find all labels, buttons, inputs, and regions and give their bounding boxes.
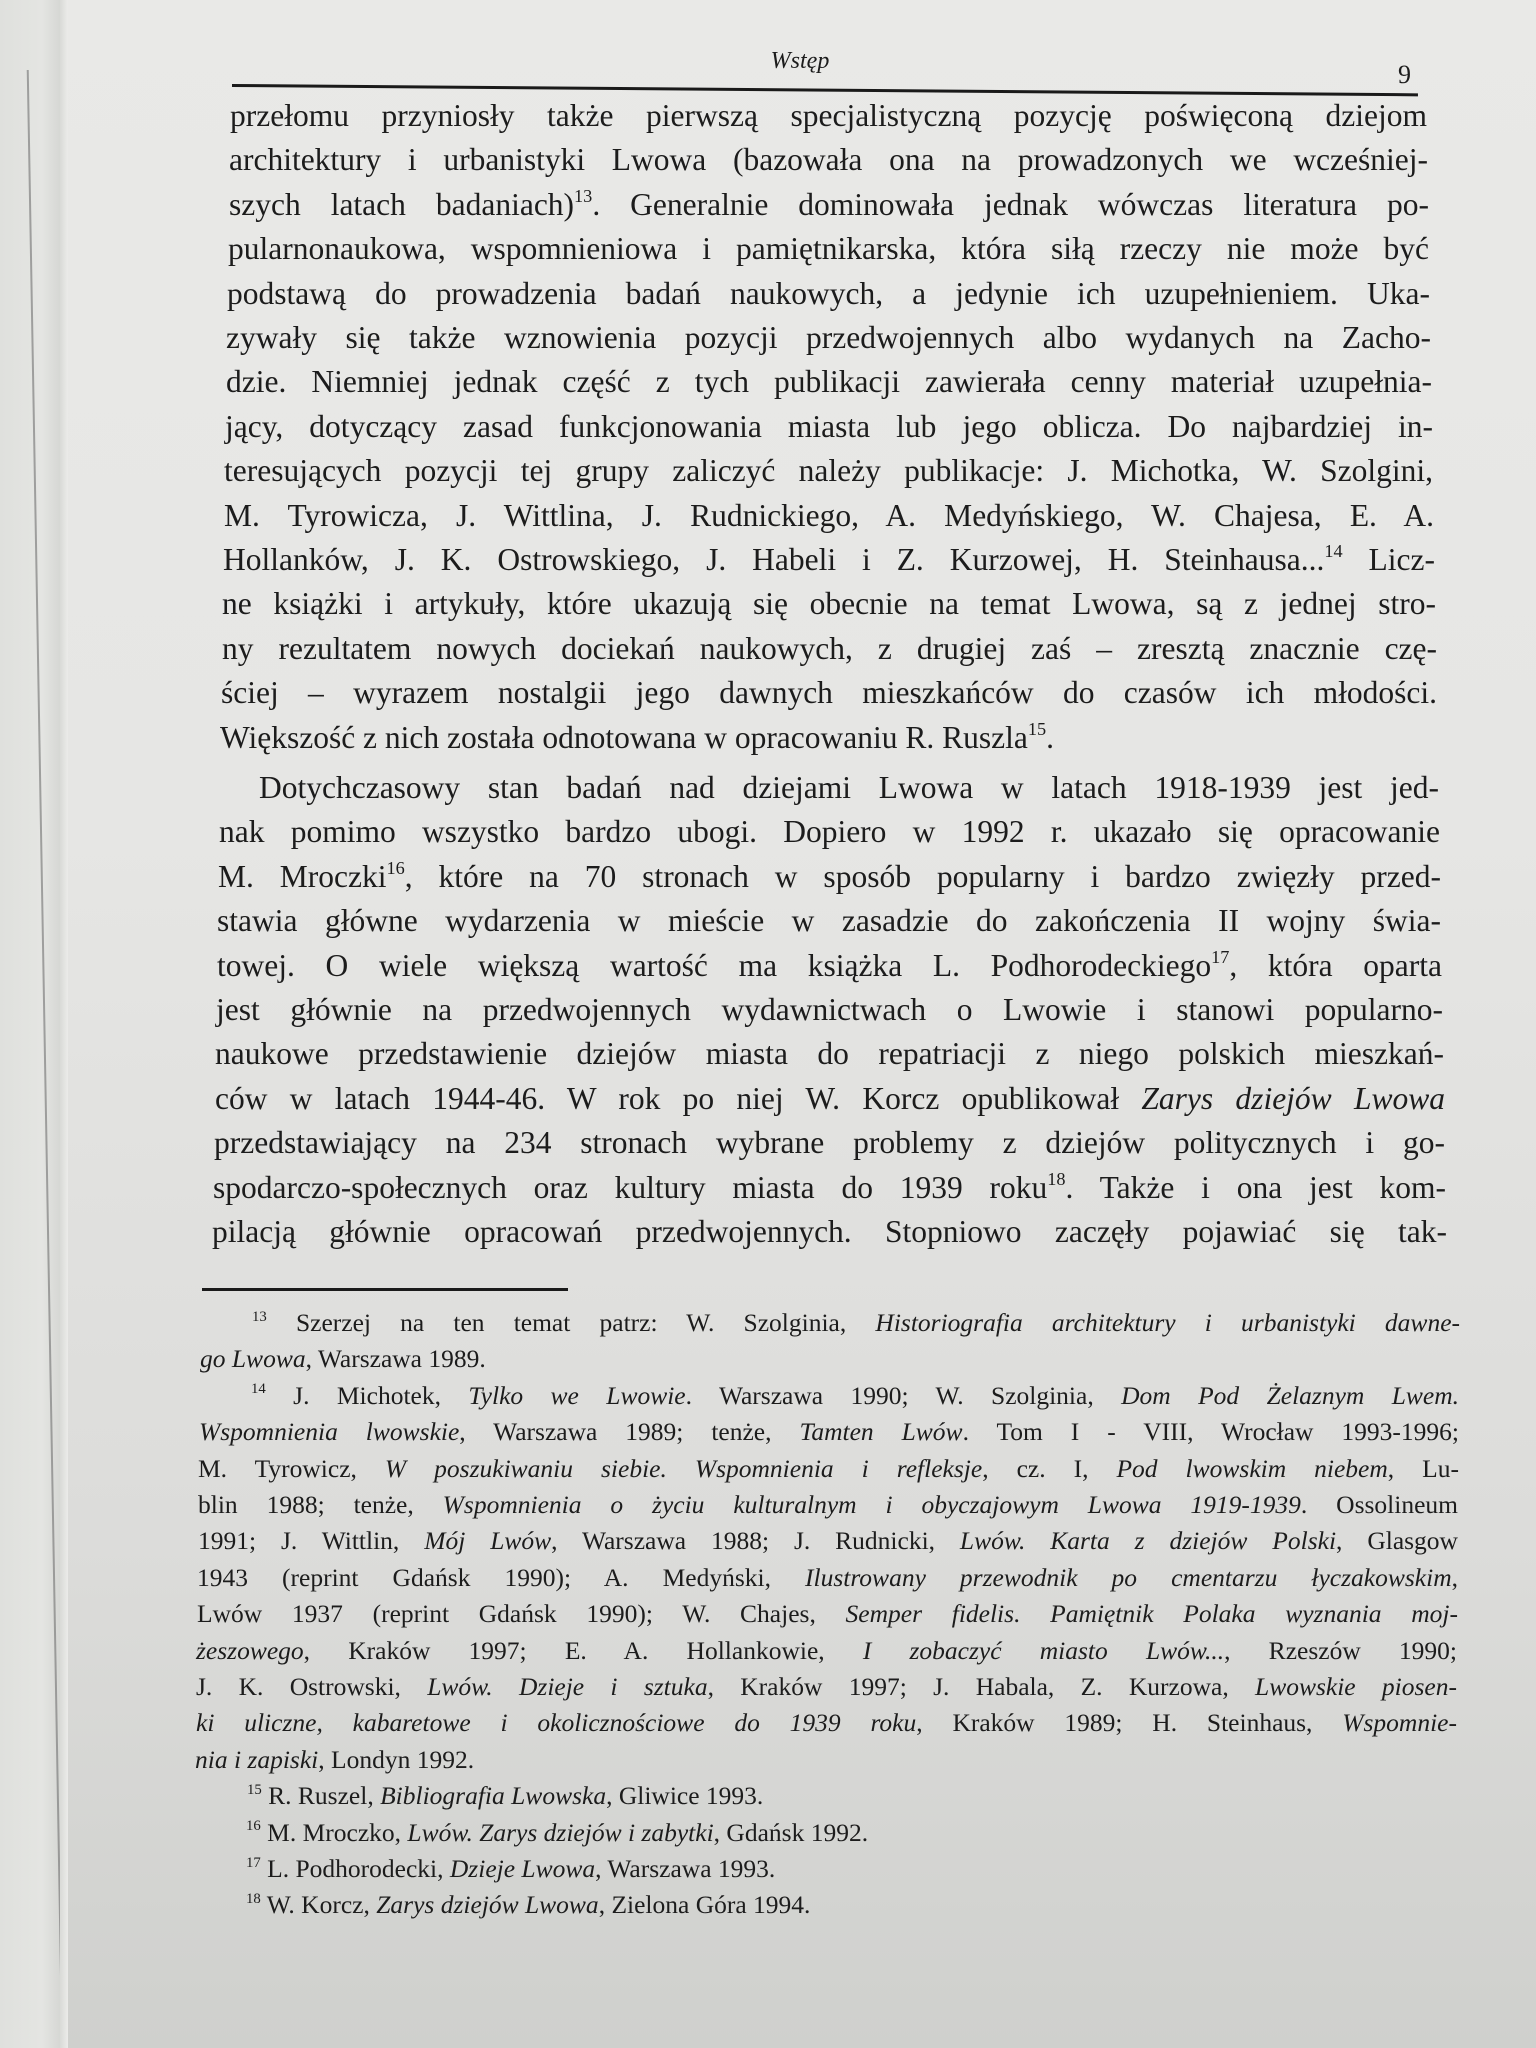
body-line <box>212 1212 1447 1252</box>
italic-title: Semper fidelis. Pamiętnik Polaka wyznania moj- <box>845 1599 1458 1629</box>
italic-title: Tylko we Lwowie <box>468 1380 686 1410</box>
text-run: Hollanków, J. K. Ostrowskiego, J. Habeli i Z. Kurzowej, H. Steinhausa... <box>223 542 1325 577</box>
text-run: Dotychczasowy stan badań nad dziejami Lwowa w latach 1918-1939 jest jed- <box>259 770 1439 805</box>
text-run: , Kraków 1997; E. A. Hollankowie, <box>303 1635 863 1665</box>
footnote-ref: 14 <box>1324 541 1343 562</box>
footnote-ref: 15 <box>1027 718 1047 739</box>
body-line <box>228 229 1429 269</box>
footnote-line <box>246 1888 1455 1922</box>
footnote-ref: 17 <box>246 1854 261 1871</box>
text-run: , Warszawa 1989; tenże, <box>459 1417 800 1447</box>
body-line <box>213 1168 1446 1208</box>
text-run: spodarczo-społecznych oraz kultury miasta do 1939 roku <box>213 1169 1048 1205</box>
text-run: Szerzej na ten temat patrz: W. Szolginia, <box>266 1308 876 1337</box>
italic-title: żeszowego <box>196 1635 304 1665</box>
italic-title: Bibliografia Lwowska <box>380 1781 607 1811</box>
footnote-line <box>197 1561 1458 1595</box>
text-run: teresujących pozycji tej grupy zaliczyć należy publikacje: J. Michotka, W. Szolgini, <box>224 453 1433 489</box>
text-run: dzie. Niemniej jednak część z tych publikacji zawierała cenny materiał uzupełnia- <box>226 364 1432 400</box>
body-line <box>226 362 1432 402</box>
footnote-line <box>197 1597 1458 1631</box>
italic-title: Pod lwowskim niebem <box>1116 1453 1388 1483</box>
body-line <box>219 812 1440 852</box>
text-run: zywały się także wznowienia pozycji przedwojennych albo wydanych na Zacho- <box>226 320 1431 355</box>
italic-title: nia i zapiski <box>195 1744 319 1774</box>
body-line <box>225 407 1433 447</box>
running-head: Wstęp <box>770 48 830 74</box>
body-line <box>222 629 1437 669</box>
text-run: ców w latach 1944-46. W rok po niej W. Korcz opublikował <box>215 1080 1142 1116</box>
body-line <box>229 140 1428 180</box>
text-run: . Ossolineum <box>1300 1490 1458 1519</box>
text-run: , cz. I, <box>982 1453 1117 1483</box>
text-run: przełomu przyniosły także pierwszą specjalistyczną pozycję poświęconą dziejom <box>230 98 1427 133</box>
page-edge <box>60 0 68 2048</box>
text-run: , Rzeszów 1990; <box>1224 1635 1458 1665</box>
text-run: , Lu- <box>1387 1453 1459 1483</box>
footnote-line <box>196 1706 1457 1740</box>
body-line <box>230 96 1427 136</box>
text-run: M. Tyrowicz, <box>198 1453 385 1483</box>
footnote-ref: 14 <box>251 1381 266 1398</box>
italic-title: Dzieje Lwowa <box>449 1854 596 1883</box>
text-run: podstawą do prowadzenia badań naukowych, a jedynie ich uzupełnieniem. Uka- <box>227 275 1430 311</box>
italic-title: Lwów. Zarys dziejów i zabytki <box>407 1817 714 1847</box>
italic-title: Tamten Lwów <box>799 1417 963 1447</box>
text-run: blin 1988; tenże, <box>198 1490 443 1519</box>
text-run: naukowe przedstawienie dziejów miasta do repatriacji z niego polskich mieszkań- <box>215 1036 1444 1072</box>
italic-title: W poszukiwaniu siebie. Wspomnienia i refleksje <box>384 1453 983 1483</box>
footnote-line <box>247 1779 1456 1813</box>
text-run: Lwów 1937 (reprint Gdańsk 1990); W. Chajes, <box>197 1599 846 1629</box>
text-run: . Warszawa 1990; W. Szolginia, <box>685 1380 1122 1410</box>
text-run: towej. O wiele większą wartość ma książka L. Podhorodeckiego <box>217 947 1212 983</box>
header-rule <box>232 84 1418 96</box>
italic-title: Zarys dziejów Lwowa <box>1141 1080 1446 1116</box>
body-line <box>229 185 1429 225</box>
text-run: , Londyn 1992. <box>318 1744 475 1774</box>
body-line <box>221 673 1437 713</box>
text-run: M. Mroczko, <box>260 1817 408 1847</box>
text-run: W. Korcz, <box>260 1890 377 1920</box>
footnote-ref: 18 <box>1047 1168 1066 1189</box>
body-line <box>223 540 1435 580</box>
italic-title: Mój Lwów <box>424 1526 552 1556</box>
body-line <box>214 1123 1445 1163</box>
text-run: pularnonaukowa, wspomnieniowa i pamiętnikarska, która siłą rzeczy nie może być <box>228 231 1429 267</box>
italic-title: Wspomnienia o życiu kulturalnym i obyczajowym Lwowa 1919-1939 <box>442 1490 1301 1519</box>
italic-title: go Lwowa <box>200 1344 306 1374</box>
body-line <box>216 990 1443 1030</box>
text-run: szych latach badaniach) <box>229 186 575 222</box>
italic-title: Ilustrowany przewodnik po cmentarzu łyczakowskim <box>805 1562 1452 1592</box>
italic-title: Lwowskie piosen- <box>1255 1672 1457 1701</box>
footnote-line <box>198 1524 1458 1558</box>
text-run: , Warszawa 1993. <box>595 1854 776 1883</box>
text-run: Licz- <box>1342 542 1435 577</box>
body-line <box>220 718 1438 758</box>
text-run: , Kraków 1997; J. Habala, Z. Kurzowa, <box>707 1672 1256 1701</box>
footnote-line <box>246 1816 1456 1850</box>
italic-title: Historiografia architektury i urbanistyki dawne- <box>875 1308 1461 1337</box>
body-line <box>224 496 1434 536</box>
text-run: J. K. Ostrowski, <box>196 1672 428 1701</box>
footnote-line <box>251 1379 1459 1413</box>
footnote-ref: 16 <box>386 858 405 879</box>
body-line <box>224 451 1433 491</box>
body-line <box>226 318 1431 358</box>
text-run: , <box>1451 1562 1458 1592</box>
text-run: nak pomimo wszystko bardzo ubogi. Dopiero w 1992 r. ukazało się opracowanie <box>219 814 1440 850</box>
text-run: . Generalnie dominowała jednak wówczas literatura po- <box>592 186 1429 222</box>
body-line <box>259 768 1439 808</box>
text-run: architektury i urbanistyki Lwowa (bazowała ona na prowadzonych we wcześniej- <box>229 142 1428 178</box>
text-run: . Także i ona jest kom- <box>1065 1169 1447 1205</box>
text-run: pilacją głównie opracowań przedwojennych. Stopniowo zaczęły pojawiać się tak- <box>212 1214 1447 1249</box>
text-run: jest głównie na przedwojennych wydawnictwach o Lwowie i stanowi popularno- <box>216 992 1443 1027</box>
italic-title: Lwów. Karta z dziejów Polski <box>959 1526 1337 1556</box>
text-run: J. Michotek, <box>265 1380 469 1410</box>
footnote-line <box>196 1634 1457 1668</box>
italic-title: Zarys dziejów Lwowa <box>376 1890 599 1920</box>
footnote-line <box>246 1852 1455 1886</box>
text-run: M. Mroczki <box>218 858 387 894</box>
text-run: ściej – wyrazem nostalgii jego dawnych mieszkańców do czasów ich młodości. <box>221 675 1437 711</box>
italic-title: ki uliczne, kabaretowe i okolicznościowe do 1939 roku <box>196 1708 917 1738</box>
body-line <box>218 857 1441 897</box>
text-run: L. Podhorodecki, <box>260 1854 450 1883</box>
text-run: , Glasgow <box>1336 1526 1458 1556</box>
italic-title: I zobaczyć miasto Lwów... <box>862 1635 1225 1665</box>
text-run: ny rezultatem nowych dociekań naukowych, z drugiej zaś – zresztą znacznie czę- <box>222 630 1437 666</box>
text-run: M. Tyrowicza, J. Wittlina, J. Rudnickiego, A. Medyńskiego, W. Chajesa, E. A. <box>224 497 1434 533</box>
text-run: ne książki i artykuły, które ukazują się obecnie na temat Lwowa, są z jednej stro- <box>222 586 1436 622</box>
footnote-line <box>195 1743 1456 1777</box>
footnote-line <box>196 1670 1457 1704</box>
footnote-line <box>199 1415 1459 1449</box>
text-run: . Tom I - VIII, Wrocław 1993-1996; <box>962 1417 1460 1447</box>
text-run: 1943 (reprint Gdańsk 1990); A. Medyński, <box>197 1562 805 1592</box>
footnote-ref: 17 <box>1211 946 1230 967</box>
footnote-ref: 15 <box>247 1781 262 1798</box>
page-number: 9 <box>1398 60 1411 89</box>
text-run: jący, dotyczący zasad funkcjonowania miasta lub jego oblicza. Do najbardziej in- <box>225 408 1433 444</box>
text-run: , Gliwice 1993. <box>606 1781 764 1811</box>
body-line <box>217 901 1441 941</box>
text-run: , Zielona Góra 1994. <box>598 1890 811 1920</box>
footnote-ref: 16 <box>246 1818 261 1835</box>
text-run: stawia główne wydarzenia w mieście w zasadzie do zakończenia II wojny świa- <box>217 903 1441 939</box>
italic-title: Dom Pod Żelaznym Lwem. <box>1121 1380 1460 1410</box>
footnote-line <box>252 1306 1460 1340</box>
footnote-ref: 18 <box>246 1891 261 1908</box>
text-run: , Gdańsk 1992. <box>713 1817 869 1847</box>
body-line <box>215 1034 1444 1074</box>
text-run: , które na 70 stronach w sposób popularny i bardzo zwięzły przed- <box>404 858 1441 894</box>
text-run: , Warszawa 1988; J. Rudnicki, <box>551 1526 960 1556</box>
text-run: Większość z nich została odnotowana w opracowaniu R. Ruszla <box>220 719 1028 755</box>
text-run: 1991; J. Wittlin, <box>198 1526 425 1556</box>
footnote-ref: 13 <box>252 1308 267 1325</box>
footnote-line <box>198 1488 1458 1522</box>
body-line <box>222 584 1436 624</box>
text-run: , Warszawa 1989. <box>305 1344 486 1374</box>
text-run: . <box>1046 719 1055 755</box>
italic-title: Lwów. Dzieje i sztuka <box>427 1672 708 1701</box>
footnote-line <box>198 1452 1459 1486</box>
body-line <box>217 946 1442 986</box>
footnote-line <box>200 1342 1460 1376</box>
footnote-ref: 13 <box>574 186 593 207</box>
text-run: , Kraków 1989; H. Steinhaus, <box>916 1708 1343 1738</box>
body-line <box>215 1079 1445 1119</box>
footnote-separator <box>202 1288 568 1291</box>
body-line <box>227 274 1430 314</box>
italic-title: Wspomnie- <box>1342 1708 1457 1738</box>
text-run: przedstawiający na 234 stronach wybrane problemy z dziejów politycznych i go- <box>214 1125 1445 1161</box>
italic-title: Wspomnienia lwowskie <box>199 1417 460 1447</box>
text-run: R. Ruszel, <box>261 1781 381 1811</box>
text-run: , która oparta <box>1229 947 1442 983</box>
